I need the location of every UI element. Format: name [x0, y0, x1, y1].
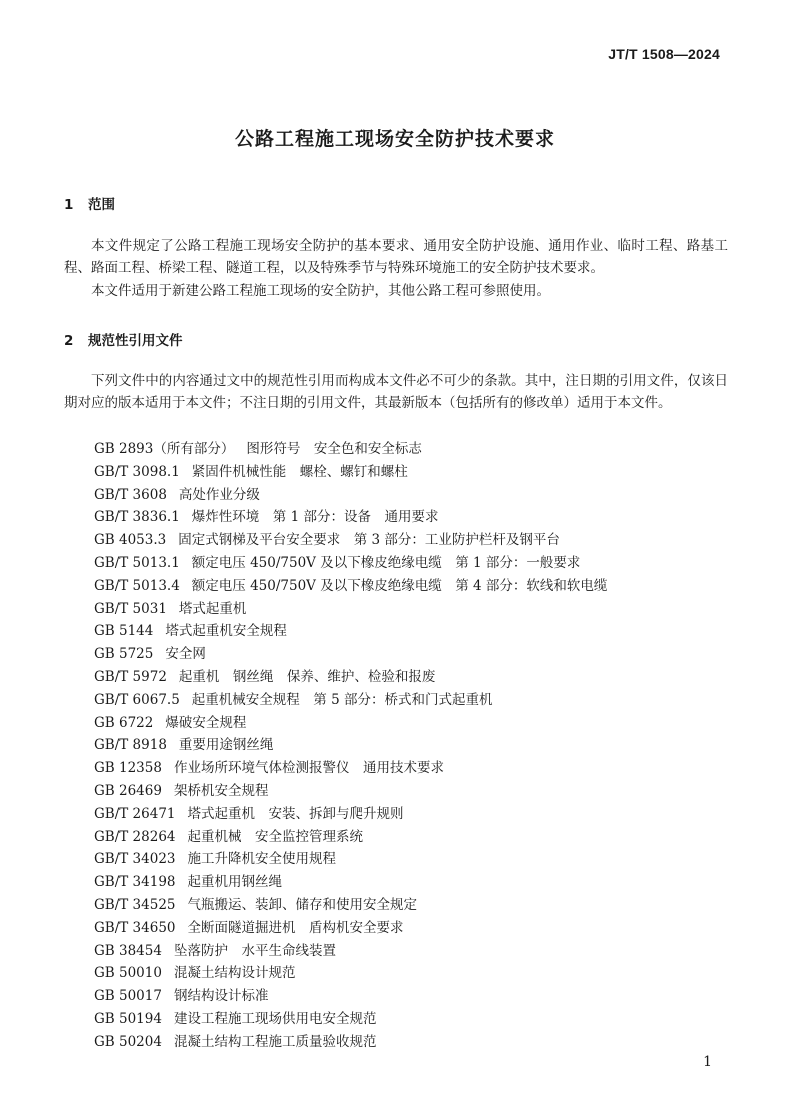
reference-code: GB/T 34198 — [94, 874, 176, 891]
page-number: 1 — [703, 1054, 712, 1070]
reference-code: GB/T 28264 — [94, 828, 176, 845]
reference-title: 作业场所环境气体检测报警仪 通用技术要求 — [173, 760, 444, 777]
reference-title: 起重机械 安全监控管理系统 — [187, 828, 363, 845]
references-intro-paragraph: 下列文件中的内容通过文中的规范性引用而构成本文件必不可少的条款。其中，注日期的引用文件，仅该日期对应的版本适用于本文件；不注日期的引用文件，其最新版本（包括所有的修改单）适用于本文件。 — [64, 373, 728, 411]
reference-code: GB/T 5031 — [94, 600, 167, 617]
reference-code: GB 4053.3 — [94, 532, 167, 549]
reference-item — [94, 575, 607, 598]
reference-item — [94, 529, 607, 552]
reference-item — [94, 985, 607, 1008]
reference-item — [94, 1031, 607, 1054]
reference-code: GB 50194 — [94, 1010, 162, 1027]
reference-item — [94, 962, 607, 985]
reference-title: 坠落防护 水平生命线装置 — [173, 942, 336, 959]
section-number: 2 — [64, 333, 74, 349]
reference-title: 混凝土结构设计规范 — [173, 965, 296, 982]
reference-code: GB 26469 — [94, 782, 162, 799]
reference-code: GB 50010 — [94, 965, 162, 982]
reference-title: 额定电压 450/750V 及以下橡皮绝缘电缆 第 1 部分：一般要求 — [191, 554, 581, 571]
reference-item — [94, 917, 607, 940]
reference-code: GB/T 34023 — [94, 851, 176, 868]
reference-title: 架桥机安全规程 — [173, 782, 269, 799]
reference-code: GB/T 26471 — [94, 805, 176, 822]
reference-item — [94, 666, 607, 689]
reference-title: 塔式起重机安全规程 — [165, 623, 287, 640]
reference-title: 重要用途钢丝绳 — [178, 737, 274, 754]
reference-title: 起重机 钢丝绳 保养、维护、检验和报废 — [178, 668, 436, 685]
reference-code: GB/T 8918 — [94, 737, 167, 754]
reference-item — [94, 620, 607, 643]
reference-item — [94, 871, 607, 894]
reference-item — [94, 757, 607, 780]
reference-title: 爆破安全规程 — [165, 714, 247, 731]
reference-code: GB/T 3608 — [94, 486, 167, 503]
reference-title: 图形符号 安全色和安全标志 — [246, 441, 422, 457]
reference-code: GB/T 5972 — [94, 668, 167, 685]
reference-item — [94, 826, 607, 849]
section-number: 1 — [64, 197, 74, 213]
reference-code: GB 50017 — [94, 988, 162, 1005]
reference-list — [94, 438, 607, 1054]
reference-code: GB 38454 — [94, 942, 162, 959]
reference-code: GB/T 34650 — [94, 919, 176, 936]
reference-title: 高处作业分级 — [178, 486, 260, 503]
reference-code: GB 5725 — [94, 646, 154, 663]
reference-title: 固定式钢梯及平台安全要求 第 3 部分：工业防护栏杆及钢平台 — [178, 532, 560, 549]
reference-item — [94, 484, 607, 507]
document-title: 公路工程施工现场安全防护技术要求 — [234, 128, 555, 150]
reference-item — [94, 940, 607, 963]
reference-item — [94, 712, 607, 735]
reference-title: 混凝土结构工程施工质量验收规范 — [173, 1033, 377, 1050]
reference-item — [94, 734, 607, 757]
reference-item — [94, 848, 607, 871]
reference-title: 额定电压 450/750V 及以下橡皮绝缘电缆 第 4 部分：软线和软电缆 — [191, 577, 608, 594]
section-heading-scope — [64, 193, 115, 213]
reference-title: 紧固件机械性能 螺栓、螺钉和螺柱 — [191, 463, 408, 480]
reference-code: GB/T 6067.5 — [94, 691, 180, 708]
reference-item — [94, 803, 607, 826]
reference-title: 爆炸性环境 第 1 部分：设备 通用要求 — [191, 509, 439, 526]
reference-code: GB 2893（所有部分） — [94, 441, 235, 457]
section-heading-normative-references — [64, 329, 183, 349]
reference-item — [94, 894, 607, 917]
reference-item — [94, 552, 607, 575]
reference-title: 塔式起重机 — [178, 600, 247, 617]
reference-code: GB 5144 — [94, 623, 154, 640]
reference-title: 建设工程施工现场供用电安全规范 — [173, 1010, 377, 1027]
reference-code: GB 50204 — [94, 1033, 162, 1050]
reference-item — [94, 461, 607, 484]
reference-item — [94, 1008, 607, 1031]
reference-title: 起重机械安全规程 第 5 部分：桥式和门式起重机 — [191, 691, 493, 708]
section-title: 规范性引用文件 — [88, 333, 183, 349]
reference-title: 施工升降机安全使用规程 — [187, 851, 336, 868]
reference-title: 钢结构设计标准 — [173, 988, 269, 1005]
reference-item — [94, 598, 607, 621]
reference-title: 全断面隧道掘进机 盾构机安全要求 — [187, 919, 404, 936]
standard-code: JT/T 1508—2024 — [608, 46, 720, 62]
reference-code: GB/T 34525 — [94, 896, 176, 913]
reference-title: 起重机用钢丝绳 — [187, 874, 282, 891]
reference-item — [94, 438, 607, 461]
reference-title: 气瓶搬运、装卸、储存和使用安全规定 — [187, 896, 417, 913]
reference-title: 安全网 — [165, 646, 206, 663]
reference-code: GB/T 5013.4 — [94, 577, 180, 594]
reference-code: GB/T 3836.1 — [94, 509, 180, 526]
reference-code: GB/T 5013.1 — [94, 554, 180, 571]
section-title: 范围 — [88, 197, 115, 213]
reference-item — [94, 506, 607, 529]
reference-item — [94, 780, 607, 803]
reference-title: 塔式起重机 安装、拆卸与爬升规则 — [187, 805, 404, 822]
scope-paragraph-2: 本文件适用于新建公路工程施工现场的安全防护，其他公路工程可参照使用。 — [91, 283, 550, 299]
reference-item — [94, 689, 607, 712]
reference-code: GB 6722 — [94, 714, 154, 731]
reference-item — [94, 643, 607, 666]
reference-code: GB/T 3098.1 — [94, 463, 180, 480]
scope-paragraph-1: 本文件规定了公路工程施工现场安全防护的基本要求、通用安全防护设施、通用作业、临时工程、路基工程、路面工程、桥梁工程、隧道工程，以及特殊季节与特殊环境施工的安全防护技术要求。 — [64, 238, 728, 276]
reference-code: GB 12358 — [94, 760, 162, 777]
